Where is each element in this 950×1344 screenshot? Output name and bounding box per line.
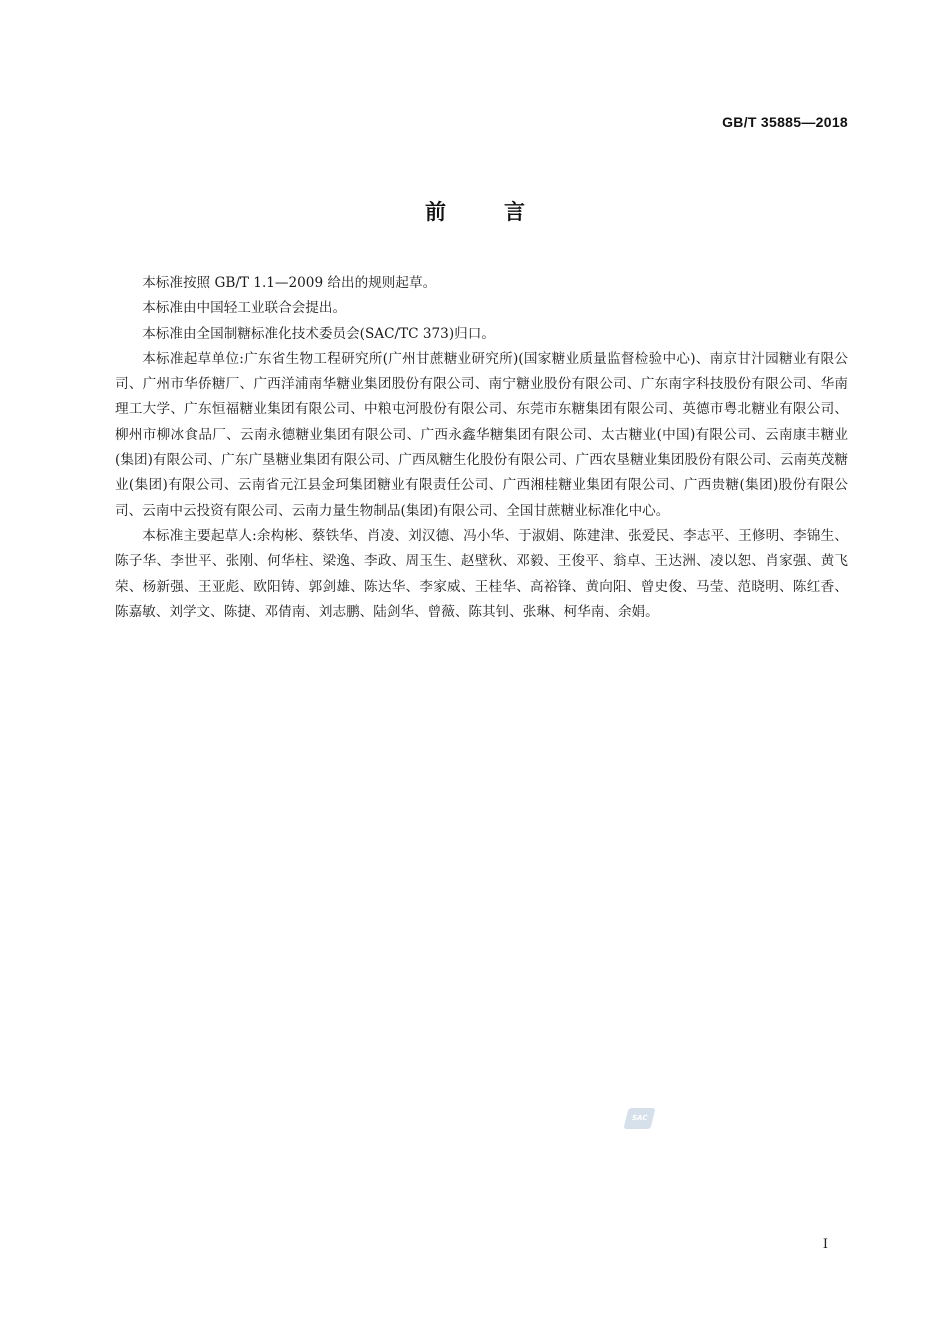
paragraph-committee: 本标准由全国制糖标准化技术委员会(SAC/TC 373)归口。 [142,325,495,342]
paragraph-proposer: 本标准由中国轻工业联合会提出。 [142,300,347,317]
page-number: I [822,1237,828,1252]
sac-watermark-icon: SAC [623,1108,655,1129]
paragraph-main-drafters: 本标准主要起草人:余构彬、蔡铁华、肖凌、刘汉德、冯小华、于淑娟、陈建津、张爱民、李志平、王修明、李锦生、陈子华、李世平、张刚、何华柱、梁逸、李政、周玉生、赵壁秋、邓毅、王俊平、翁卓、王达洲、凌以恕、肖家强、黄飞荣、杨新强、王亚彪、欧阳铸、郭剑雄、陈达华、李家威、王桂华、高裕锋、黄向阳、曾史俊、马莹、范晓明、陈红香、陈嘉敏、刘学文、陈捷、邓倩南、刘志鹏、陆剑华、曾薇、陈其钊、张琳、柯华南、余娟。 [115,527,848,620]
paragraph-drafting-units: 本标准起草单位:广东省生物工程研究所(广州甘蔗糖业研究所)(国家糖业质量监督检验中心)、南京甘汁园糖业有限公司、广州市华侨糖厂、广西洋浦南华糖业集团股份有限公司、南宁糖业股份有限公司、广东南字科技股份有限公司、华南理工大学、广东恒福糖业集团有限公司、中粮屯河股份有限公司、东莞市东糖集团有限公司、英德市粤北糖业有限公司、柳州市柳冰食品厂、云南永德糖业集团有限公司、广西永鑫华糖集团有限公司、太古糖业(中国)有限公司、云南康丰糖业(集团)有限公司、广东广垦糖业集团有限公司、广西凤糖生化股份有限公司、广西农垦糖业集团股份有限公司、云南英茂糖业(集团)有限公司、云南省元江县金珂集团糖业有限责任公司、广西湘桂糖业集团有限公司、广西贵糖(集团)股份有限公司、云南中云投资有限公司、云南力量生物制品(集团)有限公司、全国甘蔗糖业标准化中心。 [115,350,848,519]
paragraph-drafting-rules: 本标准按照 GB/T 1.1—2009 给出的规则起草。 [142,275,437,291]
standard-code: GB/T 35885—2018 [722,114,848,130]
page-title: 前言 [425,200,583,224]
preface-content [115,271,848,625]
